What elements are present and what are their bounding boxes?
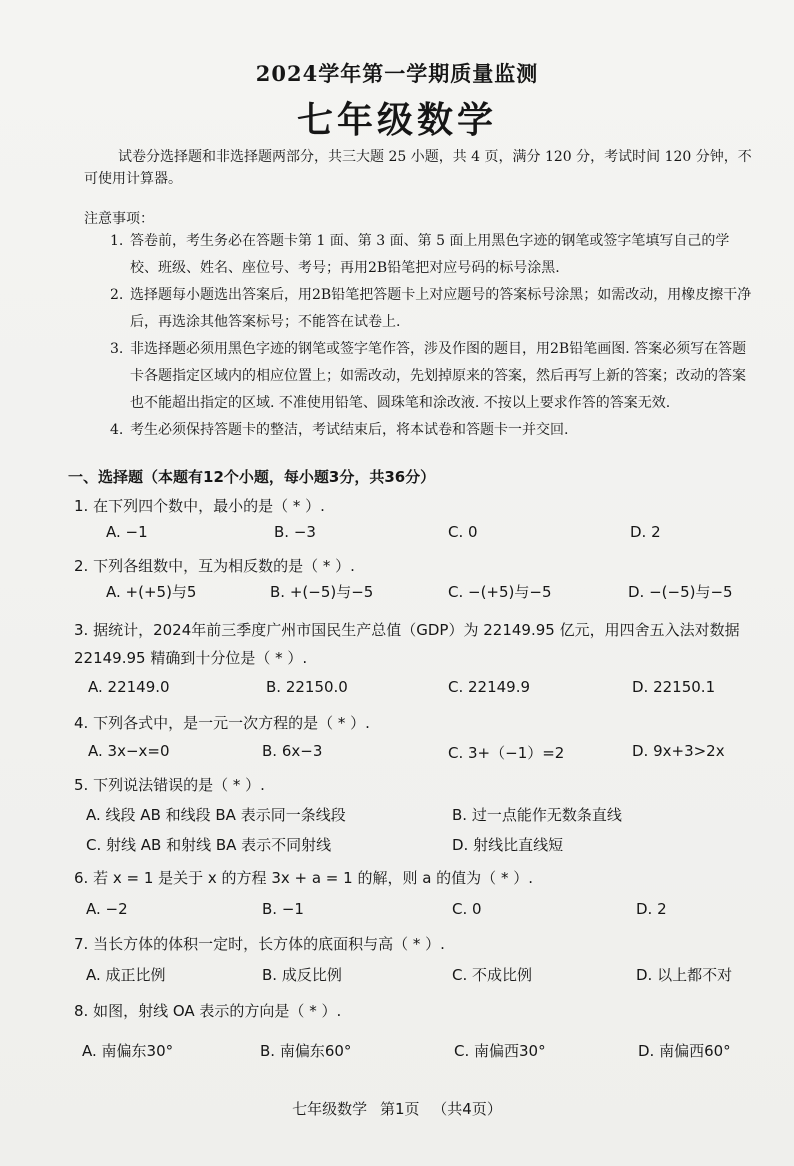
note-text: 考生必须保持答题卡的整洁，考试结束后，将本试卷和答题卡一并交回. [130, 422, 569, 438]
question-options [82, 523, 762, 549]
option-a: A. −1 [106, 523, 148, 541]
option-c: C. 0 [448, 523, 478, 541]
option-a: A. 3x−x=0 [88, 742, 170, 760]
option-a: A. 线段 AB 和线段 BA 表示同一条线段 [86, 806, 346, 824]
note-number: 1. [110, 233, 124, 249]
question-options [82, 581, 762, 607]
option-d: D. 以上都不对 [636, 966, 733, 984]
option-d: D. 2 [630, 523, 661, 541]
option-c: C. −(+5)与−5 [448, 583, 552, 601]
note-text: 选择题每小题选出答案后，用2B铅笔把答题卡上对应题号的答案标号涂黑；如需改动，用橡皮擦干净后，再选涂其他答案标号；不能答在试卷上. [130, 287, 752, 330]
note-number: 4. [110, 422, 124, 438]
question-stem: 1. 在下列四个数中，最小的是（ * ）. [74, 497, 325, 515]
note-item [110, 336, 752, 417]
option-b: B. −3 [274, 523, 316, 541]
option-d: D. 9x+3>2x [632, 742, 725, 760]
option-b: B. 过一点能作无数条直线 [452, 806, 622, 824]
question-stem: 8. 如图，射线 OA 表示的方向是（ * ）. [74, 1002, 342, 1020]
option-b: B. +(−5)与−5 [270, 583, 374, 601]
question-stem: 4. 下列各式中，是一元一次方程的是（ * ）. [74, 714, 370, 732]
note-number: 3. [110, 341, 124, 357]
question-stem: 5. 下列说法错误的是（ * ）. [74, 776, 265, 794]
option-c: C. 22149.9 [448, 678, 531, 696]
option-a: A. −2 [86, 900, 128, 918]
option-b: B. 22150.0 [266, 678, 348, 696]
notes-heading: 注意事项： [84, 211, 154, 227]
option-b: B. 南偏东60° [260, 1042, 352, 1060]
question-options [82, 964, 762, 990]
option-b: B. 成反比例 [262, 966, 342, 984]
option-b: B. 6x−3 [262, 742, 323, 760]
question-stem: 3. 据统计，2024年前三季度广州市国民生产总值（GDP）为 22149.95 亿元，用四舍五入法对数据 22149.95 精确到十分位是（ * ）. [74, 621, 740, 667]
note-item [110, 228, 752, 282]
option-d: D. 22150.1 [632, 678, 716, 696]
question-stem: 7. 当长方体的体积一定时，长方体的底面积与高（ * ）. [74, 935, 445, 953]
note-item [110, 282, 752, 336]
question-options [82, 1040, 762, 1066]
question-options [82, 678, 762, 704]
note-text: 非选择题必须用黑色字迹的钢笔或签字笔作答，涉及作图的题目，用2B铅笔画图. 答案必须写在答题卡各题指定区域内的相应位置上；如需改动，先划掉原来的答案，然后再写上新的答案；改动的答案也不能超出指定的区域. 不准使用铅笔、圆珠笔和涂改液. 不按以上要求作答的答案无效. [130, 341, 747, 411]
option-c: C. 南偏西30° [454, 1042, 546, 1060]
option-d: D. 南偏西60° [638, 1042, 731, 1060]
exam-title: 2024学年第一学期质量监测 [255, 61, 539, 86]
footer-subject: 七年级数学 [292, 1100, 368, 1118]
option-a: A. 成正比例 [86, 966, 166, 984]
section-heading: 一、选择题（本题有12个小题，每小题3分，共36分） [68, 468, 436, 486]
exam-subject: 七年级数学 [296, 100, 497, 141]
option-c: C. 3+（−1）=2 [448, 744, 565, 762]
option-d: D. 射线比直线短 [452, 836, 564, 854]
option-d: D. 2 [636, 900, 667, 918]
note-text: 答卷前，考生务必在答题卡第 1 面、第 3 面、第 5 面上用黑色字迹的钢笔或签字笔填写自己的学校、班级、姓名、座位号、考号；再用2B铅笔把对应号码的标号涂黑. [130, 233, 730, 276]
question-options [82, 742, 762, 768]
question-options [82, 804, 762, 830]
note-number: 2. [110, 287, 124, 303]
option-a: A. +(+5)与5 [106, 583, 197, 601]
intro-paragraph: 试卷分选择题和非选择题两部分，共三大题 25 小题，共 4 页，满分 120 分，考试时间 120 分钟，不可使用计算器。 [84, 149, 752, 187]
note-item [110, 417, 752, 444]
option-a: A. 南偏东30° [82, 1042, 174, 1060]
option-c: C. 射线 AB 和射线 BA 表示不同射线 [86, 836, 332, 854]
question-stem: 2. 下列各组数中，互为相反数的是（ * ）. [74, 557, 355, 575]
footer-total: （共4页） [432, 1100, 502, 1118]
option-c: C. 0 [452, 900, 482, 918]
option-c: C. 不成比例 [452, 966, 533, 984]
question-options [82, 900, 762, 926]
question-stem: 6. 若 x = 1 是关于 x 的方程 3x + a = 1 的解，则 a 的值为（ * ）. [74, 869, 533, 887]
question-options [82, 834, 762, 860]
option-a: A. 22149.0 [88, 678, 170, 696]
page-footer [0, 1098, 794, 1119]
option-b: B. −1 [262, 900, 304, 918]
footer-page: 第1页 [379, 1100, 420, 1118]
option-d: D. −(−5)与−5 [628, 583, 733, 601]
